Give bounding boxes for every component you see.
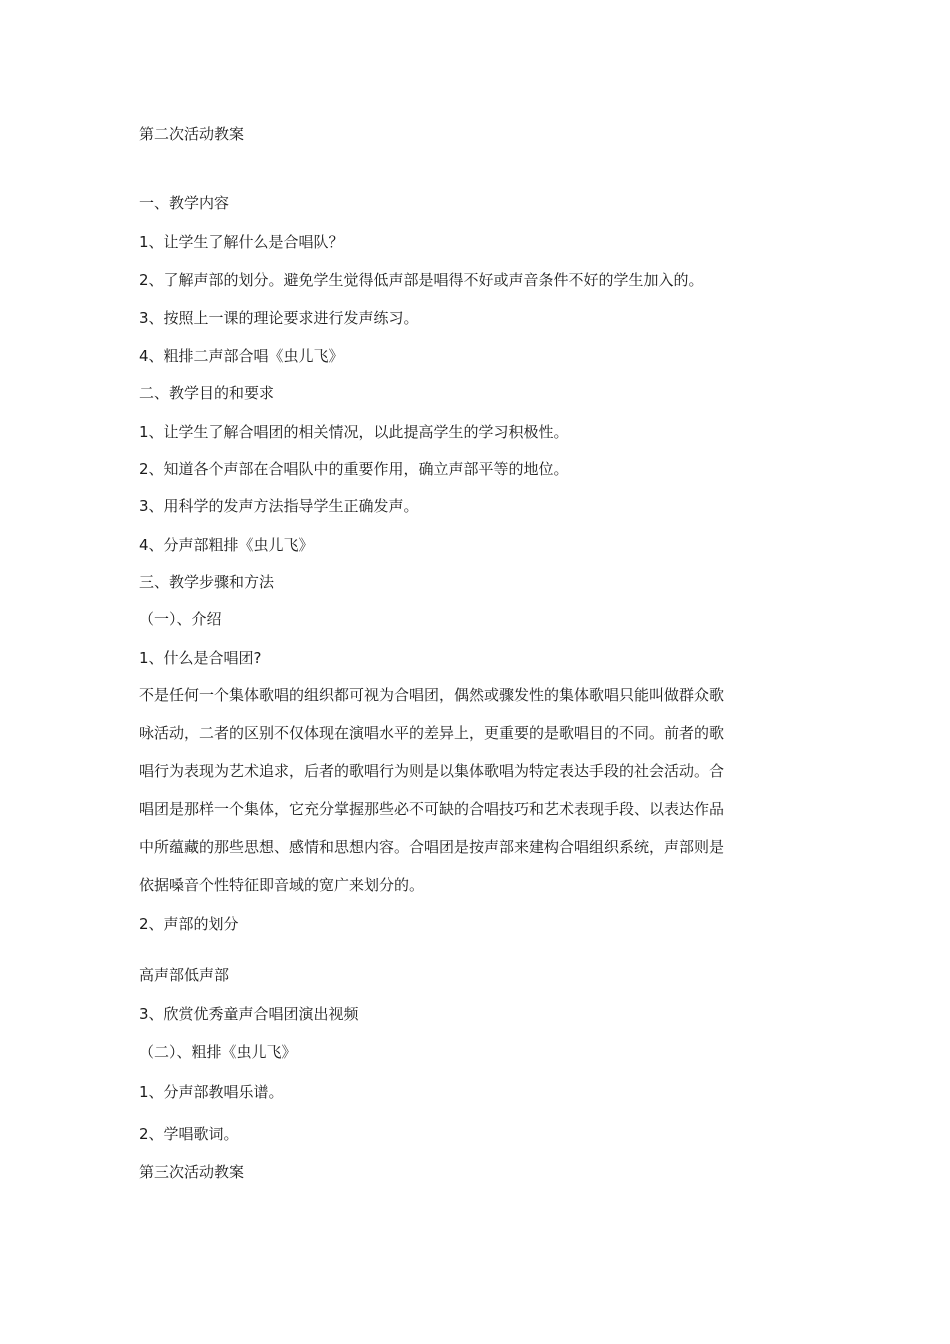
list-item: 2、知道各个声部在合唱队中的重要作用，确立声部平等的地位。 — [139, 460, 569, 478]
paragraph-line: 依据嗓音个性特征即音域的宽广来划分的。 — [139, 876, 425, 894]
next-document-title: 第三次活动教案 — [139, 1163, 245, 1181]
question-item: 1、什么是合唱团? — [139, 649, 262, 667]
subsection-heading-intro: （一）、介绍 — [139, 610, 222, 628]
list-item: 4、粗排二声部合唱《虫儿飞》 — [139, 347, 344, 365]
list-item: 3、用科学的发声方法指导学生正确发声。 — [139, 497, 419, 515]
subsection-heading-rehearsal: （二）、粗排《虫儿飞》 — [139, 1043, 297, 1061]
document-title: 第二次活动教案 — [139, 125, 245, 143]
list-item: 3、按照上一课的理论要求进行发声练习。 — [139, 309, 419, 327]
list-item: 1、分声部教唱乐谱。 — [139, 1083, 284, 1101]
list-item: 2、学唱歌词。 — [139, 1125, 239, 1143]
section-heading-teaching-content: 一、教学内容 — [139, 194, 230, 212]
question-item: 3、欣赏优秀童声合唱团演出视频 — [139, 1005, 359, 1023]
paragraph-line: 唱团是那样一个集体，它充分掌握那些必不可缺的合唱技巧和艺术表现手段、以表达作品 — [139, 800, 725, 818]
paragraph-line: 唱行为表现为艺术追求，后者的歌唱行为则是以集体歌唱为特定表达手段的社会活动。合 — [139, 762, 725, 780]
section-heading-goals: 二、教学目的和要求 — [139, 384, 275, 402]
section-heading-steps: 三、教学步骤和方法 — [139, 573, 275, 591]
body-paragraph — [139, 685, 819, 913]
voice-parts-text: 高声部低声部 — [139, 966, 230, 984]
list-item: 1、让学生了解什么是合唱队？ — [139, 233, 344, 251]
list-item: 2、了解声部的划分。避免学生觉得低声部是唱得不好或声音条件不好的学生加入的。 — [139, 271, 704, 289]
paragraph-line: 不是任何一个集体歌唱的组织都可视为合唱团，偶然或骤发性的集体歌唱只能叫做群众歌 — [139, 686, 725, 704]
list-item: 1、让学生了解合唱团的相关情况，以此提高学生的学习积极性。 — [139, 423, 569, 441]
question-item: 2、声部的划分 — [139, 915, 239, 933]
list-item: 4、分声部粗排《虫儿飞》 — [139, 536, 314, 554]
paragraph-line: 咏活动，二者的区别不仅体现在演唱水平的差异上，更重要的是歌唱目的不同。前者的歌 — [139, 724, 725, 742]
paragraph-line: 中所蕴藏的那些思想、感情和思想内容。合唱团是按声部来建构合唱组织系统，声部则是 — [139, 838, 725, 856]
